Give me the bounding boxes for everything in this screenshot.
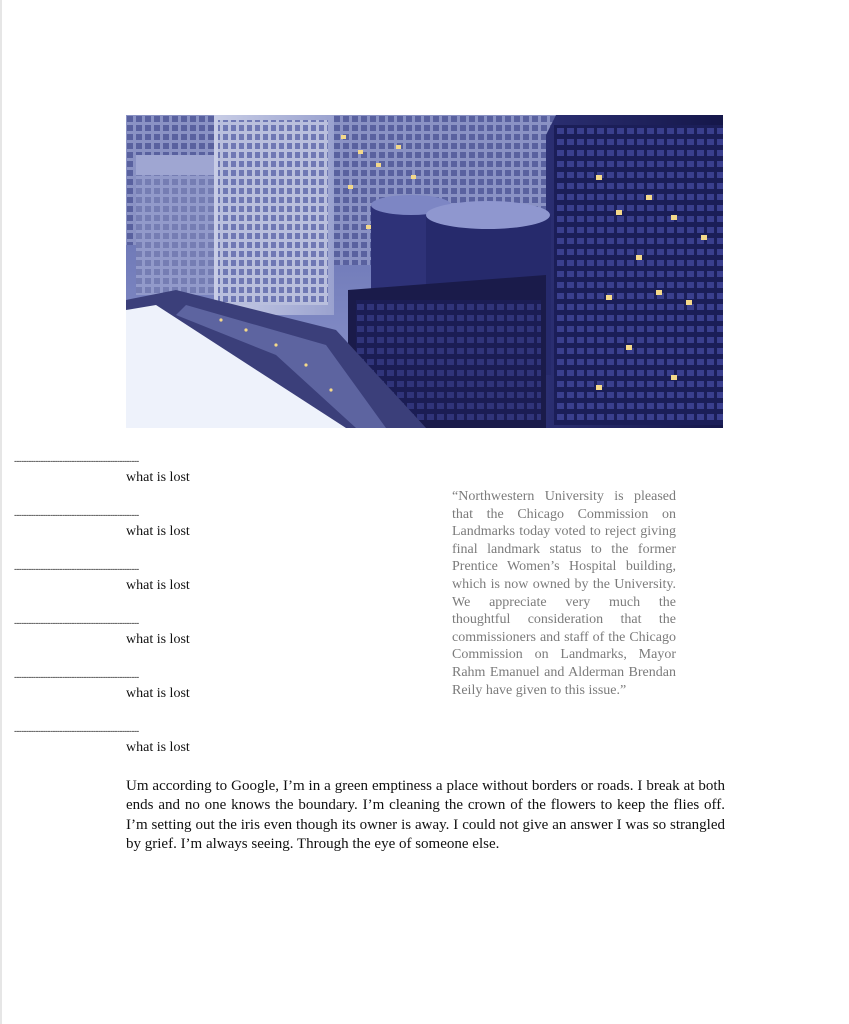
what-is-lost-label: what is lost	[126, 524, 190, 539]
repeat-line	[14, 510, 314, 540]
body-paragraph: Um according to Google, I’m in a green emptiness a place without borders or roads. I break at both ends and no one knows the boundary. I’m cleaning the crown of the flowers to keep the flies off. I’m setting out the iris even though its owner is away. I could not give an answer I was so strangled by grief. I’m always seeing. Through the eye of someone else.	[126, 778, 725, 853]
what-is-lost-label: what is lost	[126, 470, 190, 485]
what-is-lost-label: what is lost	[126, 740, 190, 755]
dash-rule: ----------------------------------------------------	[14, 456, 139, 466]
dash-rule: ----------------------------------------------------	[14, 672, 139, 682]
city-buildings-photo	[126, 115, 723, 428]
repeat-line	[14, 456, 314, 486]
what-is-lost-label: what is lost	[126, 632, 190, 647]
repeat-line	[14, 564, 314, 594]
dash-rule: ----------------------------------------------------	[14, 510, 139, 520]
dash-rule: ----------------------------------------------------	[14, 618, 139, 628]
repeat-line	[14, 618, 314, 648]
dash-rule: ----------------------------------------------------	[14, 564, 139, 574]
northwestern-quote: “Northwestern University is pleased that the Chicago Commission on Landmarks today voted to reject giving final landmark status to the former Prentice Women’s Hospital building, which is now owned by the University. We appreciate very much the thoughtful consideration that the commissioners and staff of the Chicago Commission on Landmarks, Mayor Rahm Emanuel and Alderman Brendan Reily have given to this issue.”	[452, 489, 676, 698]
dash-rule: ----------------------------------------------------	[14, 726, 139, 736]
what-is-lost-label: what is lost	[126, 686, 190, 701]
page-edge	[0, 0, 2, 1024]
what-is-lost-label: what is lost	[126, 578, 190, 593]
repeat-line	[14, 672, 314, 702]
repeat-line	[14, 726, 314, 756]
